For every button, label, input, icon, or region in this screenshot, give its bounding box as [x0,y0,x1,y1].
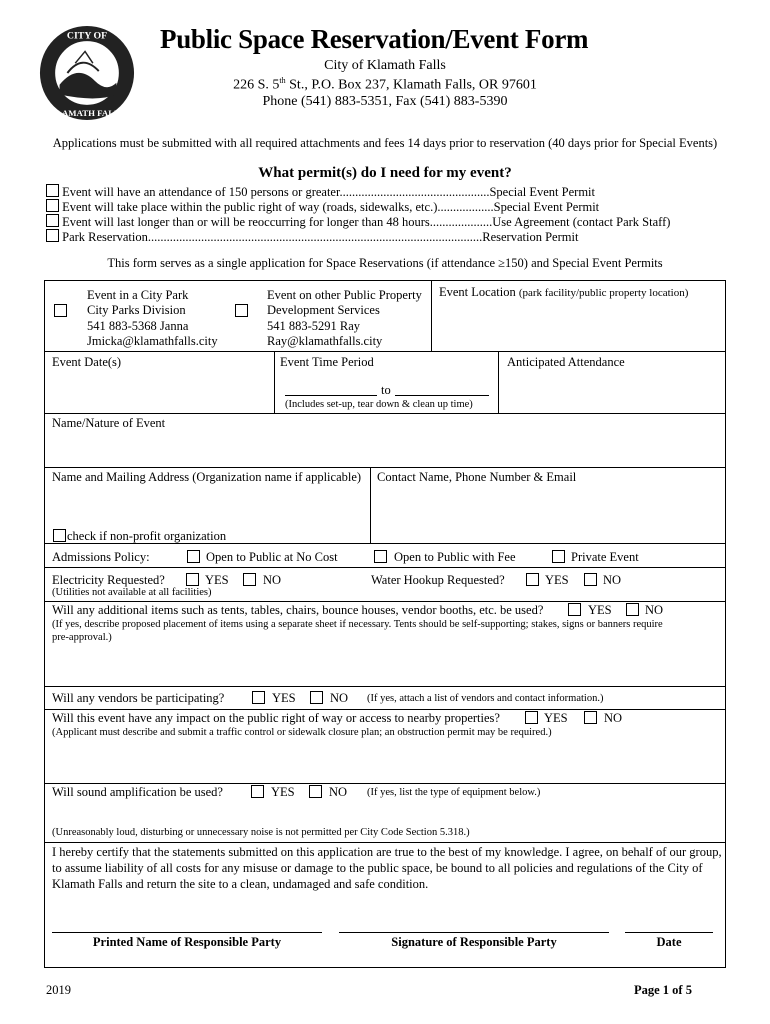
event-location-label: Event Location (park facility/public property location) [439,285,689,299]
city-park-checkbox[interactable] [54,304,67,317]
row-no-label: NO [604,711,623,725]
permit-checkbox[interactable] [46,214,59,227]
admissions-free-checkbox[interactable] [187,550,200,563]
row-impact-label: Will this event have any impact on the public right of way or access to nearby properties? [52,711,500,725]
city-park-l2: City Parks Division [87,303,186,317]
water-label: Water Hookup Requested? [371,573,505,587]
permit-row: Event will last longer than or will be reoccurring for longer than 48 hours....................Use Agreement (contact Park Staff) [46,214,606,230]
vendors-no-checkbox[interactable] [310,691,323,704]
electricity-no-checkbox[interactable] [243,573,256,586]
nonprofit-checkbox[interactable] [53,529,66,542]
items-yes-label: YES [588,603,612,617]
water-no-checkbox[interactable] [584,573,597,586]
certify-line-3: Klamath Falls and return the site to a clean, undamaged and safe condition. [52,877,429,891]
permits-heading: What permit(s) do I need for my event? [258,165,512,181]
sound-note: (If yes, list the type of equipment below.) [367,787,541,798]
items-note-1: (If yes, describe proposed placement of items using a separate sheet if necessary. Tents should be self-supporting; stakes, signs or banners require [52,619,663,630]
page-number: Page 1 of 5 [634,983,692,997]
permit-checkbox[interactable] [46,229,59,242]
printed-name-label: Printed Name of Responsible Party [92,935,282,949]
row-no-checkbox[interactable] [584,711,597,724]
certify-line-1: I hereby certify that the statements submitted on this application are true to the best of my knowledge. I agree, on behalf of our group, [52,845,722,859]
electricity-no-label: NO [263,573,282,587]
city-park-l3: 541 883-5368 Janna [87,319,189,333]
permit-row: Event will take place within the public right of way (roads, sidewalks, etc.)..................Special Event Permit [46,199,606,215]
form-title: Public Space Reservation/Event Form [160,24,589,54]
permit-checkbox[interactable] [46,199,59,212]
row-note: (Applicant must describe and submit a traffic control or sidewalk closure plan; an obstruction permit may be required.) [52,727,552,738]
attendance-label: Anticipated Attendance [507,355,625,369]
other-property-email: Ray@klamathfalls.city [267,334,383,348]
sound-label: Will sound amplification be used? [52,785,223,799]
contact-label: Contact Name, Phone Number & Email [377,470,577,484]
items-label: Will any additional items such as tents, tables, chairs, bounce houses, vendor booths, etc. be used? [52,603,544,617]
electricity-yes-checkbox[interactable] [186,573,199,586]
water-yes-checkbox[interactable] [526,573,539,586]
permit-row: Park Reservation...........................................................................................................Reservation Permit [46,229,606,245]
electricity-label: Electricity Requested? [52,573,165,587]
event-time-label: Event Time Period [280,355,374,369]
water-no-label: NO [603,573,622,587]
city-name: City of Klamath Falls [324,58,446,73]
sound-no-checkbox[interactable] [309,785,322,798]
city-seal-logo [38,24,136,122]
sound-yes-checkbox[interactable] [251,785,264,798]
logo-top-text: CITY OF [66,30,108,42]
admissions-private-checkbox[interactable] [552,550,565,563]
vendors-yes-label: YES [272,691,296,705]
submission-notice: Applications must be submitted with all required attachments and fees 14 days prior to reservation (40 days prior for Special Events) [52,136,718,150]
signature-label: Signature of Responsible Party [391,935,557,949]
sound-no-label: NO [329,785,348,799]
event-dates-label: Event Date(s) [52,355,122,369]
admissions-private-label: Private Event [571,550,639,564]
other-property-l1: Event on other Public Property [267,288,422,302]
time-to-label: to [381,383,391,397]
vendors-yes-checkbox[interactable] [252,691,265,704]
logo-bottom-text: KLAMATH FALLS [49,108,125,119]
permit-checkbox[interactable] [46,184,59,197]
items-note-2: pre-approval.) [52,632,112,643]
noise-warning: (Unreasonably loud, disturbing or unnecessary noise is not permitted per City Code Section 5.318.) [52,827,470,838]
items-yes-checkbox[interactable] [568,603,581,616]
admissions-fee-checkbox[interactable] [374,550,387,563]
permit-row: Event will have an attendance of 150 persons or greater................................................Special Event Permit [46,184,606,200]
admissions-free-label: Open to Public at No Cost [206,550,338,564]
items-no-checkbox[interactable] [626,603,639,616]
items-no-label: NO [645,603,664,617]
city-park-l1: Event in a City Park [87,288,189,302]
time-hint: (Includes set-up, tear down & clean up time) [285,399,473,410]
city-park-email: Jmicka@klamathfalls.city [87,334,218,348]
date-label: Date [656,935,682,949]
sound-yes-label: YES [271,785,295,799]
other-property-l2: Development Services [267,303,380,317]
nonprofit-label: check if non-profit organization [67,529,227,543]
reservation-form [44,280,726,968]
single-application-note: This form serves as a single application for Space Reservations (if attendance ≥150) and Special Event Permits [107,256,663,270]
vendors-label: Will any vendors be participating? [52,691,225,705]
footer-year: 2019 [46,983,71,997]
row-yes-label: YES [544,711,568,725]
name-nature-label: Name/Nature of Event [52,416,166,430]
mailing-address-label: Name and Mailing Address (Organization name if applicable) [52,470,362,484]
electricity-yes-label: YES [205,573,229,587]
admissions-label: Admissions Policy: [52,550,150,564]
admissions-fee-label: Open to Public with Fee [394,550,516,564]
city-address: 226 S. 5th St., P.O. Box 237, Klamath Falls, OR 97601 [233,76,537,93]
vendors-no-label: NO [330,691,349,705]
other-property-l3: 541 883-5291 Ray [267,319,361,333]
certify-line-2: to assume liability of all costs for any misuse or damage to the public space, be bound to all policies and regulations of the City of [52,861,703,875]
other-property-checkbox[interactable] [235,304,248,317]
city-phone: Phone (541) 883-5351, Fax (541) 883-5390 [262,94,508,109]
vendors-note: (If yes, attach a list of vendors and contact information.) [367,693,604,704]
water-yes-label: YES [545,573,569,587]
utilities-note: (Utilities not available at all facilities) [52,587,212,598]
row-yes-checkbox[interactable] [525,711,538,724]
